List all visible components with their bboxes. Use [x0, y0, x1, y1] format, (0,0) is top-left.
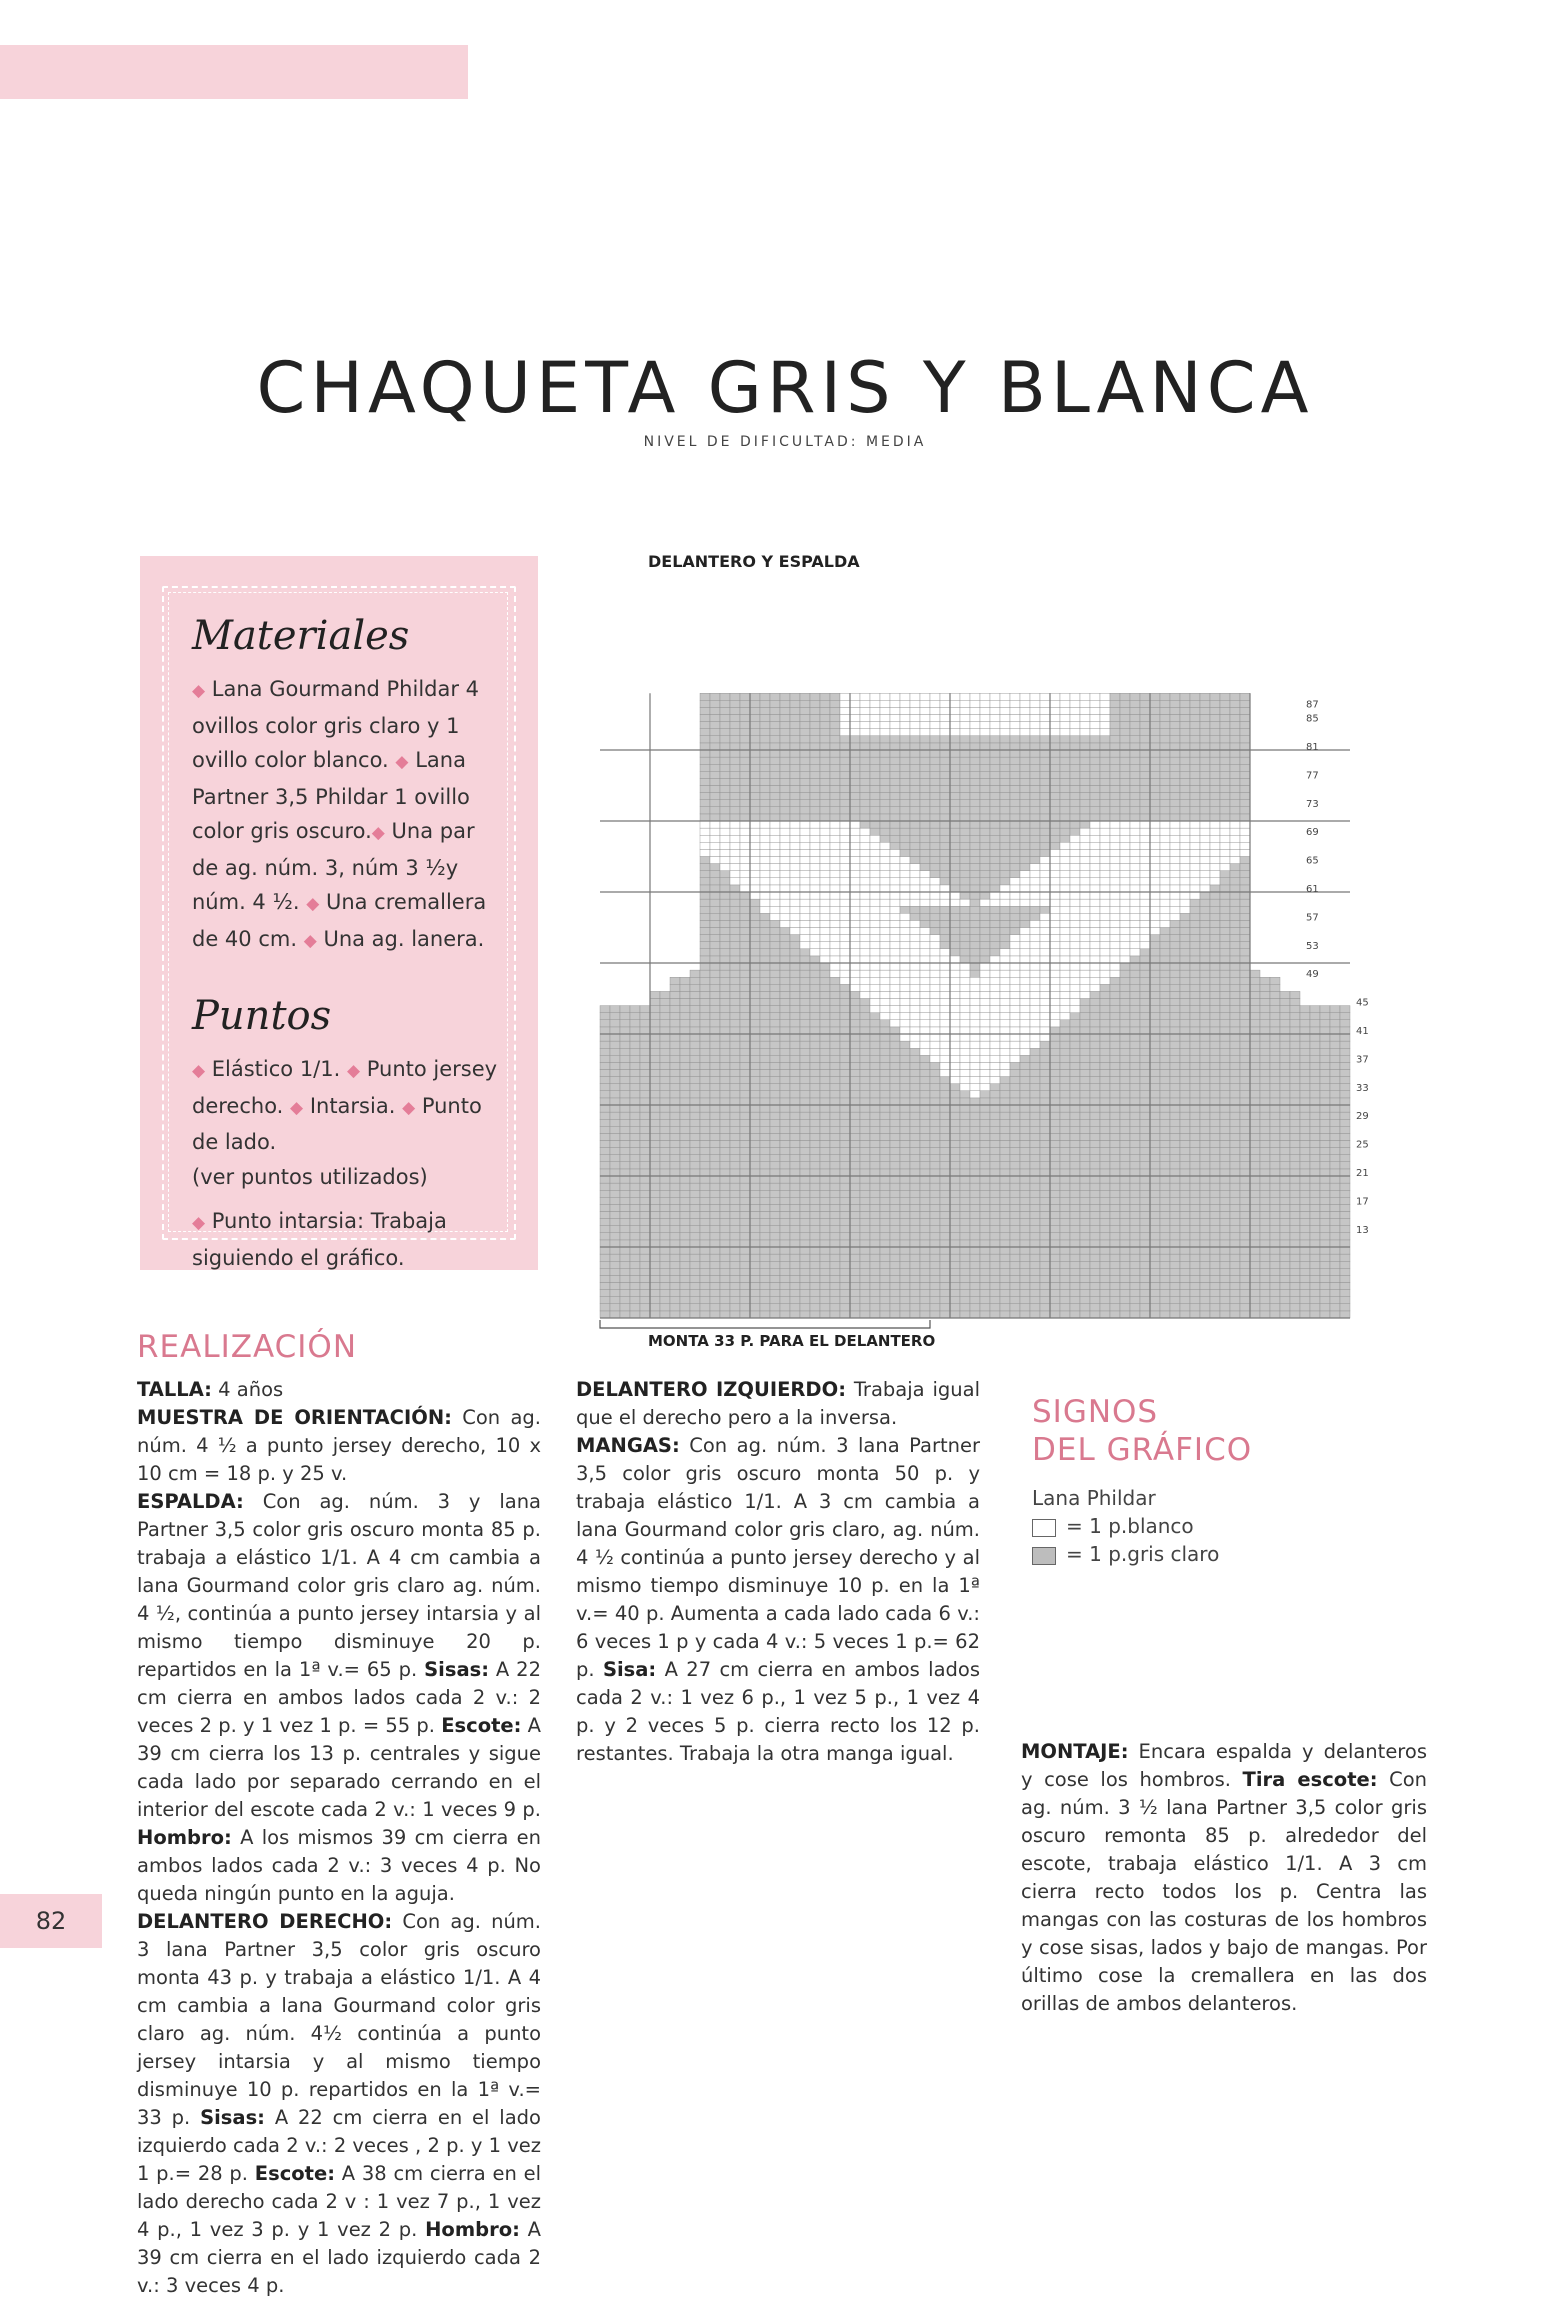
row-label: 13	[1356, 1224, 1369, 1236]
legend-grey-label: = 1 p.gris claro	[1066, 1542, 1220, 1566]
signos-heading-line2: DEL GRÁFICO	[1032, 1432, 1253, 1468]
material-item: Una par de ag. núm. 3, núm 3 ½y núm. 4 ½.	[192, 819, 475, 914]
diamond-icon: ◆	[290, 1097, 304, 1118]
di-label: DELANTERO IZQUIERDO:	[576, 1378, 846, 1401]
tira-label: Tira escote:	[1242, 1768, 1378, 1791]
escote2-text: A 38 cm cierra en el lado derecho cada 2 v : 1 vez 7 p., 1 vez 4 p., 1 vez 3 p. y 1 vez 2 p.	[137, 2162, 541, 2241]
grey-swatch-icon	[1032, 1547, 1056, 1565]
legend-white	[1032, 1512, 1219, 1540]
row-label: 69	[1306, 827, 1319, 839]
stitches-heading: Puntos	[192, 993, 332, 1039]
montaje-text: Encara espalda y delanteros y cose los hombros.	[1021, 1740, 1427, 1791]
sisa3-label: Sisa:	[602, 1658, 657, 1681]
muestra-label: MUESTRA DE ORIENTACIÓN:	[137, 1406, 452, 1429]
mangas-label: MANGAS:	[576, 1434, 680, 1457]
chart-caption: MONTA 33 P. PARA EL DELANTERO	[648, 1332, 936, 1350]
material-item: Lana Partner 3,5 Phildar 1 ovillo color gris oscuro.	[192, 748, 470, 843]
row-label: 73	[1306, 798, 1319, 810]
diamond-icon: ◆	[192, 1213, 206, 1233]
stitch-item: Elástico 1/1.	[211, 1057, 341, 1081]
sisas2-label: Sisas:	[200, 2106, 265, 2129]
tira-text: Con ag. núm. 3 ½ lana Partner 3,5 color gris oscuro remonta 85 p. alrededor del escote, trabaja elástico 1/1. A 3 cm cierra recto todos los p. Centra las mangas con las costuras de los hombros y cose sisas, lados y bajo de mangas. Por último cose la cremallera en las dos orillas de ambos delanteros.	[1021, 1768, 1427, 2015]
row-label: 33	[1356, 1082, 1369, 1094]
diamond-icon: ◆	[303, 930, 317, 951]
mangas-paragraph	[576, 1432, 980, 1768]
sisas-text: A 22 cm cierra en ambos lados cada 2 v.: 2 veces 2 p. y 1 vez 1 p. = 55 p.	[137, 1658, 541, 1737]
chart-cells	[600, 693, 1350, 1318]
signos-heading	[1032, 1393, 1252, 1469]
diamond-icon: ◆	[402, 1097, 416, 1118]
row-label: 65	[1306, 855, 1319, 867]
row-label: 53	[1306, 940, 1319, 952]
row-label: 57	[1306, 912, 1319, 924]
row-label: 37	[1356, 1054, 1369, 1066]
legend-grey	[1032, 1540, 1219, 1568]
hombro2-text: A 39 cm cierra en el lado izquierdo cada 2 v.: 3 veces 4 p.	[137, 2218, 541, 2297]
row-label: 45	[1356, 997, 1369, 1009]
hombro-text: A los mismos 39 cm cierra en ambos lados cada 2 v.: 3 veces 4 p. No queda ningún punto en la aguja.	[137, 1826, 541, 1905]
montaje-label: MONTAJE:	[1021, 1740, 1129, 1763]
row-label: 17	[1356, 1196, 1369, 1208]
material-item: Lana Gourmand Phildar 4 ovillos color gris claro y 1 ovillo color blanco.	[192, 677, 480, 772]
intarsia-text: Punto intarsia: Trabaja siguiendo el gráfico.	[192, 1209, 447, 1270]
sisa3-text: A 27 cm cierra en ambos lados cada 2 v.: 1 vez 6 p., 1 vez 5 p., 1 vez 4 p. y 2 veces 5 p. cierra recto los 12 p. restantes. Trabaja la otra manga igual.	[576, 1658, 980, 1765]
dd-label: DELANTERO DERECHO:	[137, 1910, 393, 1933]
talla-paragraph	[137, 1376, 541, 1404]
signos-legend	[1032, 1484, 1219, 1568]
material-item: Una ag. lanera.	[323, 926, 485, 951]
diamond-icon: ◆	[395, 752, 409, 772]
lana-label: Lana Phildar	[1032, 1486, 1156, 1510]
montaje-paragraph	[1021, 1738, 1427, 2018]
chart-title: DELANTERO Y ESPALDA	[648, 552, 860, 571]
stitches-note: (ver puntos utilizados)	[192, 1164, 428, 1189]
mangas-text: Con ag. núm. 3 lana Partner 3,5 color gris oscuro monta 50 p. y trabaja elástico 1/1. A 3 cm cambia a lana Gourmand color gris claro, ag. núm. 4 ½ continúa a punto jersey derecho y al mismo tiempo disminuye 10 p. en la 1ª v.= 40 p. Aumenta a cada lado cada 6 v.: 6 veces 1 p y cada 4 v.: 5 veces 1 p.= 62 p.	[576, 1434, 980, 1681]
row-label: 85	[1306, 713, 1319, 725]
text-column-2	[576, 1376, 980, 1768]
espalda-label: ESPALDA:	[137, 1490, 244, 1513]
stitch-item: Punto jersey derecho.	[192, 1057, 498, 1118]
stitch-item: Intarsia.	[309, 1093, 396, 1118]
hombro2-label: Hombro:	[425, 2218, 520, 2241]
delantero-derecho-paragraph	[137, 1908, 541, 2300]
sisas2-text: A 22 cm cierra en el lado izquierdo cada 2 v.: 2 veces , 2 p. y 1 vez 1 p.= 28 p.	[137, 2106, 541, 2185]
di-text: Trabaja igual que el derecho pero a la inversa.	[576, 1378, 980, 1429]
row-label: 29	[1356, 1111, 1369, 1123]
escote-label: Escote:	[441, 1714, 522, 1737]
talla-label: TALLA:	[137, 1378, 212, 1401]
sisas-label: Sisas:	[424, 1658, 490, 1681]
row-label: 81	[1306, 742, 1319, 753]
row-label: 87	[1306, 699, 1319, 711]
muestra-paragraph	[137, 1404, 541, 1488]
espalda-text: Con ag. núm. 3 y lana Partner 3,5 color gris oscuro monta 85 p. trabaja a elástico 1/1. A 4 cm cambia a lana Gourmand color gris claro ag. núm. 4 ½, continúa a punto jersey intarsia y al mismo tiempo disminuye 20 p. repartidos en la 1ª v.= 65 p.	[137, 1490, 541, 1681]
diamond-icon: ◆	[371, 823, 385, 843]
text-column-3	[1021, 1738, 1427, 2018]
diamond-icon: ◆	[192, 1061, 206, 1081]
white-swatch-icon	[1032, 1519, 1056, 1537]
diamond-icon: ◆	[346, 1061, 361, 1081]
stitch-item: Punto de lado.	[192, 1093, 482, 1154]
signos-heading-line1: SIGNOS	[1032, 1394, 1159, 1430]
dd-text: Con ag. núm. 3 lana Partner 3,5 color gris oscuro monta 43 p. y trabaja a elástico 1/1. A 4 cm cambia a lana Gourmand color gris claro ag. núm. 4½ continúa a punto jersey intarsia y al mismo tiempo disminuye 10 p. repartidos en la 1ª v.= 33 p.	[137, 1910, 541, 2129]
delantero-izquierdo-paragraph	[576, 1376, 980, 1432]
legend-white-label: = 1 p.blanco	[1066, 1514, 1194, 1538]
row-label: 41	[1356, 1026, 1369, 1037]
page-number: 82	[0, 1894, 102, 1948]
row-label: 25	[1356, 1139, 1369, 1151]
realizacion-heading: REALIZACIÓN	[137, 1329, 358, 1365]
page-title: CHAQUETA GRIS Y BLANCA	[256, 347, 1314, 429]
hombro-label: Hombro:	[137, 1826, 232, 1849]
row-label: 49	[1306, 969, 1319, 981]
front-bracket	[600, 1320, 930, 1328]
diamond-icon: ◆	[192, 681, 206, 701]
espalda-paragraph	[137, 1488, 541, 1908]
row-label: 61	[1306, 884, 1319, 895]
materials-heading: Materiales	[192, 613, 410, 659]
material-item: Una cremallera de 40 cm.	[192, 890, 487, 951]
row-label: 77	[1306, 770, 1319, 782]
difficulty-level: NIVEL DE DIFICULTAD: MEDIA	[643, 434, 927, 450]
muestra-text: Con ag. núm. 4 ½ a punto jersey derecho, 10 x 10 cm = 18 p. y 25 v.	[137, 1406, 541, 1485]
row-label: 21	[1356, 1168, 1369, 1179]
escote2-label: Escote:	[254, 2162, 335, 2185]
talla-value: 4 años	[211, 1378, 284, 1401]
escote-text: A 39 cm cierra los 13 p. centrales y sigue cada lado por separado cerrando en el interior del escote cada 2 v.: 1 veces 9 p.	[137, 1714, 541, 1821]
text-column-1	[137, 1376, 541, 2300]
diamond-icon: ◆	[306, 894, 320, 914]
